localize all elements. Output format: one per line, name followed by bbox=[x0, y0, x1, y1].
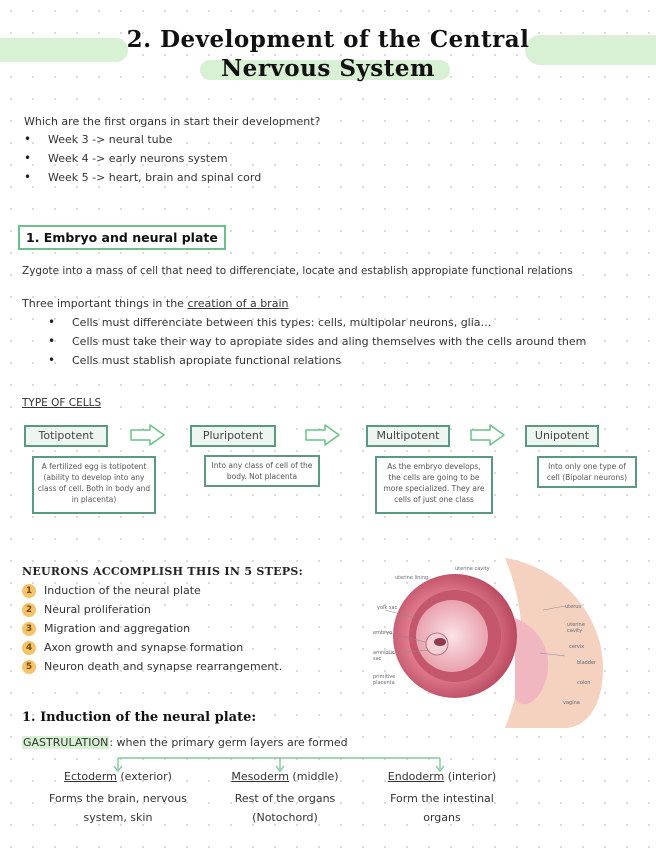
germ-layer-ectoderm bbox=[48, 770, 188, 783]
gastrulation-line bbox=[22, 736, 348, 749]
neuron-step bbox=[22, 622, 282, 641]
neuron-step bbox=[22, 584, 282, 603]
cell-desc-unipotent: Into only one type of cell (Bipolar neurons) bbox=[537, 456, 637, 488]
gastrulation-label: GASTRULATION bbox=[23, 736, 109, 749]
neuron-steps-list bbox=[22, 584, 282, 679]
neuron-step-text: Axon growth and synapse formation bbox=[44, 641, 244, 654]
ectoderm-position: (exterior) bbox=[116, 770, 172, 783]
label-primitive-placenta: primitive placenta bbox=[373, 674, 396, 686]
label-colon: colon bbox=[577, 680, 591, 686]
neuron-step-text: Migration and aggregation bbox=[44, 622, 191, 635]
neuron-step bbox=[22, 660, 282, 679]
zygote-text: Zygote into a mass of cell that need to differenciate, locate and establish appropiate functional relations bbox=[22, 265, 573, 277]
cell-type-multipotent: Multipotent bbox=[366, 425, 450, 447]
label-uterine-cavity: uterine cavity bbox=[455, 566, 490, 572]
label-uterus: uterus bbox=[565, 604, 582, 610]
intro-bullet: • Week 4 -> early neurons system bbox=[24, 152, 261, 171]
gastrulation-text: : when the primary germ layers are formed bbox=[109, 736, 348, 749]
neuron-step-text: Induction of the neural plate bbox=[44, 584, 201, 597]
step-number-badge: 2 bbox=[22, 603, 36, 617]
induction-heading: 1. Induction of the neural plate: bbox=[22, 710, 257, 725]
endoderm-name: Endoderm bbox=[387, 770, 445, 783]
intro-bullet: • Week 3 -> neural tube bbox=[24, 133, 261, 152]
intro-bullet-list bbox=[24, 133, 261, 190]
section-heading-embryo: 1. Embryo and neural plate bbox=[18, 225, 226, 250]
ectoderm-desc: Forms the brain, nervous system, skin bbox=[49, 792, 187, 824]
cell-type-totipotent: Totipotent bbox=[24, 425, 108, 447]
step-number-badge: 3 bbox=[22, 622, 36, 636]
neuron-step bbox=[22, 603, 282, 622]
label-cervix: cervix bbox=[569, 644, 585, 650]
step-number-badge: 5 bbox=[22, 660, 36, 674]
three-things-line bbox=[22, 297, 288, 310]
cell-desc-totipotent: A fertilized egg is totipotent (ability to develop into any class of cell. Both in body and in placenta) bbox=[32, 456, 156, 514]
label-bladder: bladder bbox=[577, 660, 597, 666]
intro-bullet: • Week 5 -> heart, brain and spinal cord bbox=[24, 171, 261, 190]
step-number-badge: 4 bbox=[22, 641, 36, 655]
mesoderm-position: (middle) bbox=[288, 770, 339, 783]
neuron-step-text: Neuron death and synapse rearrangement. bbox=[44, 660, 283, 673]
label-vagina: vagina bbox=[563, 700, 580, 706]
label-yolk-sac: yolk sac bbox=[377, 605, 398, 611]
three-things-bullet: • Cells must differenciate between this types: cells, multipolar neurons, glia… bbox=[48, 316, 586, 335]
three-things-intro: Three important things in the bbox=[22, 297, 188, 310]
three-things-bullet: • Cells must take their way to apropiate sides and aling themselves with the cells around them bbox=[48, 335, 586, 354]
right-arrow-icon bbox=[470, 424, 506, 446]
label-amniotic-sac: amniotic sac bbox=[373, 650, 395, 662]
three-things-list bbox=[48, 316, 586, 373]
label-uterine-lining: uterine lining bbox=[395, 575, 429, 581]
label-embryo: embryo bbox=[373, 630, 393, 636]
label-uterine-cavity-right: uterine cavity bbox=[567, 622, 585, 634]
three-things-bullet: • Cells must stablish apropiate functional relations bbox=[48, 354, 586, 373]
right-arrow-icon bbox=[305, 424, 341, 446]
cell-type-pluripotent: Pluripotent bbox=[190, 425, 276, 447]
cell-type-unipotent: Unipotent bbox=[525, 425, 599, 447]
intro-question: Which are the first organs in start their development? bbox=[24, 115, 321, 128]
endoderm-desc: Form the intestinal organs bbox=[390, 792, 494, 824]
germ-layer-mesoderm bbox=[215, 770, 355, 783]
endoderm-position: (interior) bbox=[444, 770, 497, 783]
embryo-uterus-illustration bbox=[355, 558, 603, 728]
step-number-badge: 1 bbox=[22, 584, 36, 598]
page-title-line2: Nervous System bbox=[221, 55, 435, 82]
right-arrow-icon bbox=[130, 424, 166, 446]
neuron-step bbox=[22, 641, 282, 660]
germ-layer-endoderm bbox=[372, 770, 512, 783]
neurons-steps-heading: NEURONS ACCOMPLISH THIS IN 5 STEPS: bbox=[22, 565, 304, 578]
creation-of-brain-link: creation of a brain bbox=[187, 297, 289, 310]
ectoderm-name: Ectoderm bbox=[64, 770, 117, 783]
cell-desc-pluripotent: Into any class of cell of the body. Not placenta bbox=[204, 455, 320, 487]
cell-desc-multipotent: As the embryo develops, the cells are going to be more specialized. They are cells of just one class bbox=[375, 456, 493, 514]
type-of-cells-heading: TYPE OF CELLS bbox=[22, 397, 102, 409]
mesoderm-desc: Rest of the organs (Notochord) bbox=[234, 792, 336, 824]
page-title-line1: 2. Development of the Central bbox=[126, 26, 530, 53]
mesoderm-name: Mesoderm bbox=[231, 770, 289, 783]
neuron-step-text: Neural proliferation bbox=[44, 603, 151, 616]
